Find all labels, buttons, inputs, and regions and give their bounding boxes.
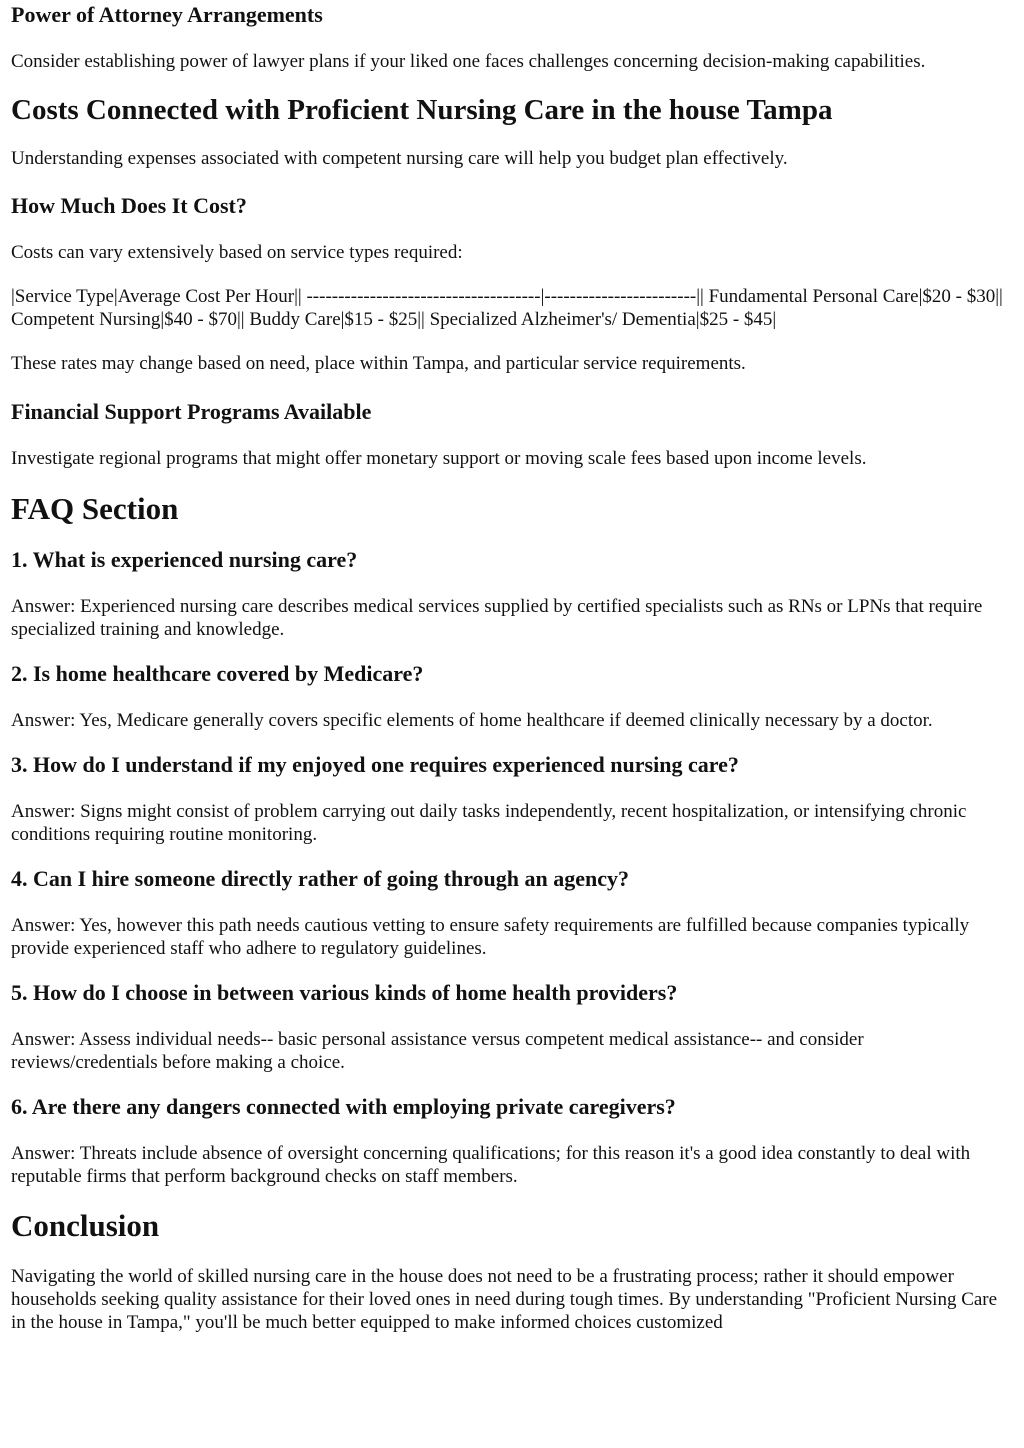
paragraph-financial-support: Investigate regional programs that might offer monetary support or moving scale fees based upon income levels.	[11, 448, 867, 469]
paragraph-power-of-attorney: Consider establishing power of lawyer plans if your liked one faces challenges concerning decision-making capabilities.	[11, 51, 926, 72]
section-heading-conclusion: Conclusion	[11, 1208, 160, 1243]
faq-question-5: 5. How do I choose in between various kinds of home health providers?	[11, 980, 678, 1005]
faq-question-1: 1. What is experienced nursing care?	[11, 547, 358, 572]
article-body	[0, 2, 1024, 1334]
paragraph-costs: Understanding expenses associated with competent nursing care will help you budget plan effectively.	[11, 148, 788, 169]
faq-answer-5: Answer: Assess individual needs-- basic personal assistance versus competent medical assistance-- and consider reviews/credentials before making a choice.	[11, 1029, 864, 1073]
section-heading-how-much: How Much Does It Cost?	[11, 193, 247, 218]
section-heading-financial-support: Financial Support Programs Available	[11, 399, 372, 424]
paragraph-how-much: Costs can vary extensively based on service types required:	[11, 242, 463, 263]
faq-answer-1: Answer: Experienced nursing care describes medical services supplied by certified specialists such as RNs or LPNs that require specialized training and knowledge.	[11, 596, 983, 640]
faq-answer-4: Answer: Yes, however this path needs cautious vetting to ensure safety requirements are fulfilled because companies typically provide experienced staff who adhere to regulatory guidelines.	[11, 915, 970, 959]
faq-question-4: 4. Can I hire someone directly rather of going through an agency?	[11, 866, 630, 891]
section-heading-faq: FAQ Section	[11, 491, 179, 526]
cost-table-text: |Service Type|Average Cost Per Hour|| -------------------------------------|------------------------|| Fundamental Personal Care|$20 - $30|| Competent Nursing|$40 - $70|| Buddy Care|$15 - $25|| Specialized Alzheimer's/ Dementia|$25 - $45|	[11, 286, 1003, 330]
paragraph-conclusion: Navigating the world of skilled nursing care in the house does not need to be a frustrating process; rather it should empower households seeking quality assistance for their loved ones in need during tough times. By understanding "Proficient Nursing Care in the house in Tampa," you'll be much better equipped to make informed choices customized	[11, 1266, 998, 1333]
faq-answer-2: Answer: Yes, Medicare generally covers specific elements of home healthcare if deemed clinically necessary by a doctor.	[11, 710, 933, 731]
faq-question-3: 3. How do I understand if my enjoyed one requires experienced nursing care?	[11, 752, 739, 777]
faq-answer-6: Answer: Threats include absence of oversight concerning qualifications; for this reason it's a good idea constantly to deal with reputable firms that perform background checks on staff members.	[11, 1143, 971, 1187]
section-heading-costs: Costs Connected with Proficient Nursing Care in the house Tampa	[11, 94, 833, 126]
faq-question-2: 2. Is home healthcare covered by Medicare?	[11, 661, 424, 686]
section-heading-power-of-attorney: Power of Attorney Arrangements	[11, 2, 323, 27]
faq-answer-3: Answer: Signs might consist of problem carrying out daily tasks independently, recent hospitalization, or intensifying chronic conditions requiring routine monitoring.	[11, 801, 967, 845]
faq-question-6: 6. Are there any dangers connected with employing private caregivers?	[11, 1094, 676, 1119]
paragraph-rates-note: These rates may change based on need, place within Tampa, and particular service requirements.	[11, 353, 746, 374]
